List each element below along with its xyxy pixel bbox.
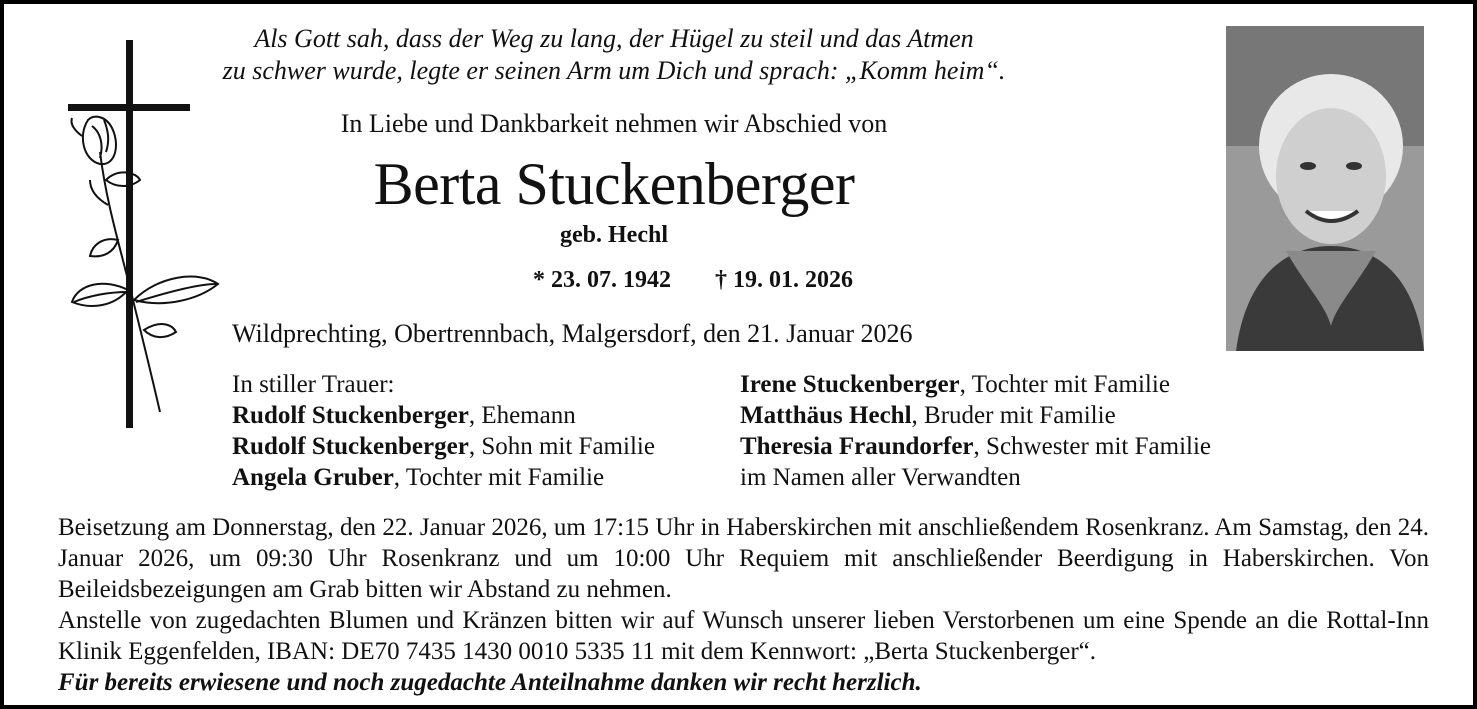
mourner-line: Irene Stuckenberger, Tochter mit Familie — [740, 371, 1170, 398]
verse-line-2: zu schwer wurde, legte er seinen Arm um Dich und sprach: „Komm heim“. — [222, 56, 1006, 85]
birth-date: * 23. 07. 1942 — [533, 267, 671, 293]
mourner-line: Rudolf Stuckenberger, Ehemann — [232, 402, 576, 429]
life-dates — [4, 267, 1382, 294]
maiden-name: geb. Hechl — [560, 222, 668, 248]
mourner-line: Theresia Fraundorfer, Schwester mit Familie — [740, 433, 1212, 460]
death-date: † 19. 01. 2026 — [715, 267, 853, 293]
verse-line-1: Als Gott sah, dass der Weg zu lang, der Hügel zu steil und das Atmen — [254, 24, 974, 53]
donation-info: Anstelle von zugedachten Blumen und Kränzen bitten wir auf Wunsch unserer lieben Verstorbenen um eine Spende an die Rottal-Inn Klinik Eggenfelden, IBAN: DE70 7435 1430 0010 5335 11 mit dem Kennwort: „Berta Stuckenberger“. — [58, 607, 1429, 665]
thanks-line: Für bereits erwiesene und noch zugedachte Anteilnahme danken wir recht herzlich. — [58, 669, 922, 696]
mourners-left — [232, 369, 655, 493]
mourner-line: Rudolf Stuckenberger, Sohn mit Familie — [232, 433, 655, 460]
place-date: Wildprechting, Obertrennbach, Malgersdorf, den 21. Januar 2026 — [232, 319, 913, 348]
mourner-line: Angela Gruber, Tochter mit Familie — [232, 464, 605, 491]
deceased-name: Berta Stuckenberger — [373, 151, 855, 217]
mourner-line: Matthäus Hechl, Bruder mit Familie — [740, 402, 1116, 429]
funeral-info: Beisetzung am Donnerstag, den 22. Januar 2026, um 17:15 Uhr in Haberskirchen mit anschließendem Rosenkranz. Am Samstag, den 24. Januar 2026, um 09:30 Uhr Rosenkranz und um 10:00 Uhr Requiem mit anschließender Beerdigung in Haberskirchen. Von Beileidsbezeigungen am Grab bitten wir Abstand zu nehmen. — [58, 514, 1429, 603]
mourners-right — [740, 369, 1211, 493]
intro-text: In Liebe und Dankbarkeit nehmen wir Abschied von — [340, 109, 888, 138]
mourner-line: im Namen aller Verwandten — [740, 464, 1021, 491]
mourner-line: In stiller Trauer: — [232, 371, 395, 398]
portrait-photo — [1226, 26, 1424, 351]
footer-text — [58, 512, 1429, 698]
